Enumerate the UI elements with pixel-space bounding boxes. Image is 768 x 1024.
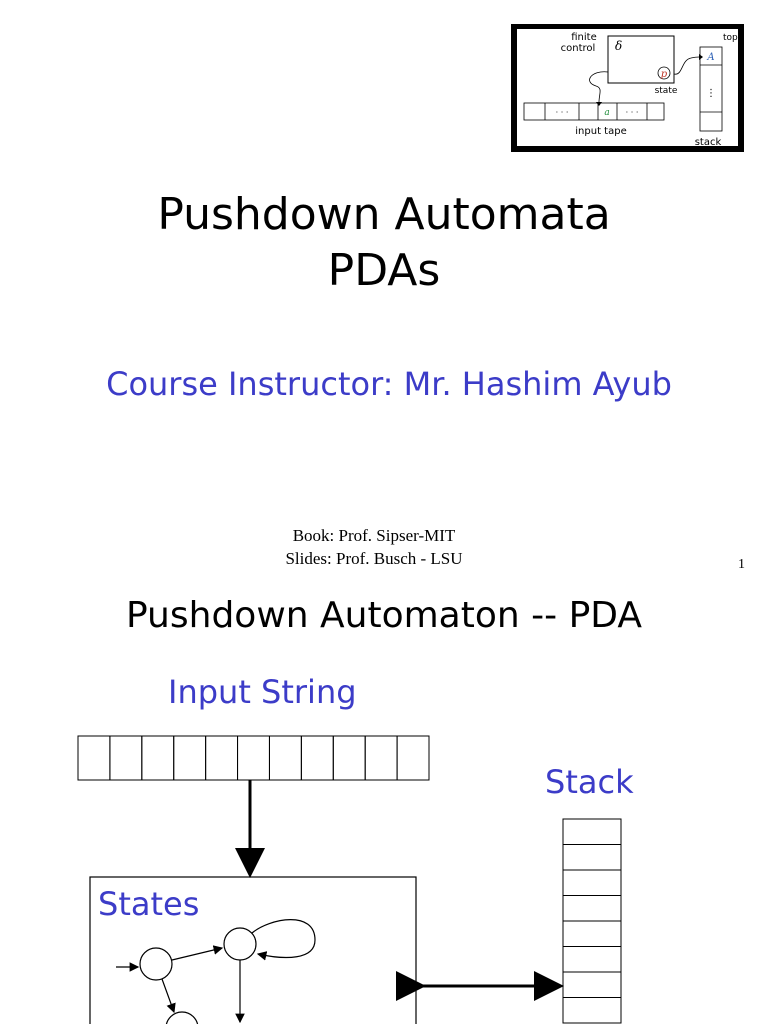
stack-top-symbol: A: [707, 52, 715, 63]
stack-ellipsis: ⋮: [706, 88, 716, 99]
stack: [563, 819, 621, 1023]
input-tape: [78, 736, 429, 780]
stack-cell: [563, 921, 621, 947]
slide-title-line1: Pushdown Automata: [157, 189, 611, 240]
page-number: 1: [738, 557, 745, 572]
stack-label: stack: [694, 137, 722, 148]
tape-cell: [110, 736, 142, 780]
tape-cell: [78, 736, 110, 780]
state-node-1: [140, 948, 172, 980]
stack-label: Stack: [545, 763, 634, 801]
stack-cell: [563, 972, 621, 998]
state-symbol: p: [660, 69, 668, 80]
control-label: control: [560, 43, 596, 54]
stack-cell: [563, 998, 621, 1024]
tape-cell: [365, 736, 397, 780]
stack-cell: [563, 870, 621, 896]
figure-background: [517, 29, 738, 146]
self-loop-2: [252, 920, 315, 958]
slides-credit: Slides: Prof. Busch - LSU: [285, 549, 463, 568]
tape-cell: [333, 736, 365, 780]
state-node-3: [166, 1012, 198, 1024]
tape-ellipsis-left: · · ·: [555, 108, 569, 117]
tape-ellipsis-right: · · ·: [625, 108, 639, 117]
stack-cell: [563, 819, 621, 845]
input-string-label: Input String: [168, 673, 357, 711]
tape-cell: [269, 736, 301, 780]
tape-cell: [397, 736, 429, 780]
tape-cell: [206, 736, 238, 780]
tape-cell: [301, 736, 333, 780]
tape-cell: [142, 736, 174, 780]
states-box: [90, 877, 416, 1024]
pda-diagram: [0, 720, 768, 1024]
edge-1-3: [162, 979, 174, 1012]
tape-cell: [174, 736, 206, 780]
slide2-title: Pushdown Automaton -- PDA: [125, 595, 642, 636]
state-label: state: [654, 86, 678, 96]
states-label: States: [98, 885, 200, 923]
tape-cell: [238, 736, 270, 780]
delta-symbol: δ: [615, 39, 623, 53]
stack-cell: [563, 947, 621, 973]
stack-cell: [563, 896, 621, 922]
slide-title-line2: PDAs: [327, 245, 441, 296]
edge-1-2: [172, 948, 222, 960]
tape-symbol: a: [604, 108, 610, 118]
finite-label: finite: [571, 32, 597, 43]
book-credit: Book: Prof. Sipser-MIT: [292, 526, 456, 545]
top-label: top: [723, 33, 738, 43]
state-node-2: [224, 928, 256, 960]
course-instructor: Course Instructor: Mr. Hashim Ayub: [106, 365, 672, 403]
stack-cell: [563, 845, 621, 871]
pda-schematic-figure: [511, 24, 744, 152]
input-tape-label: input tape: [575, 126, 627, 137]
